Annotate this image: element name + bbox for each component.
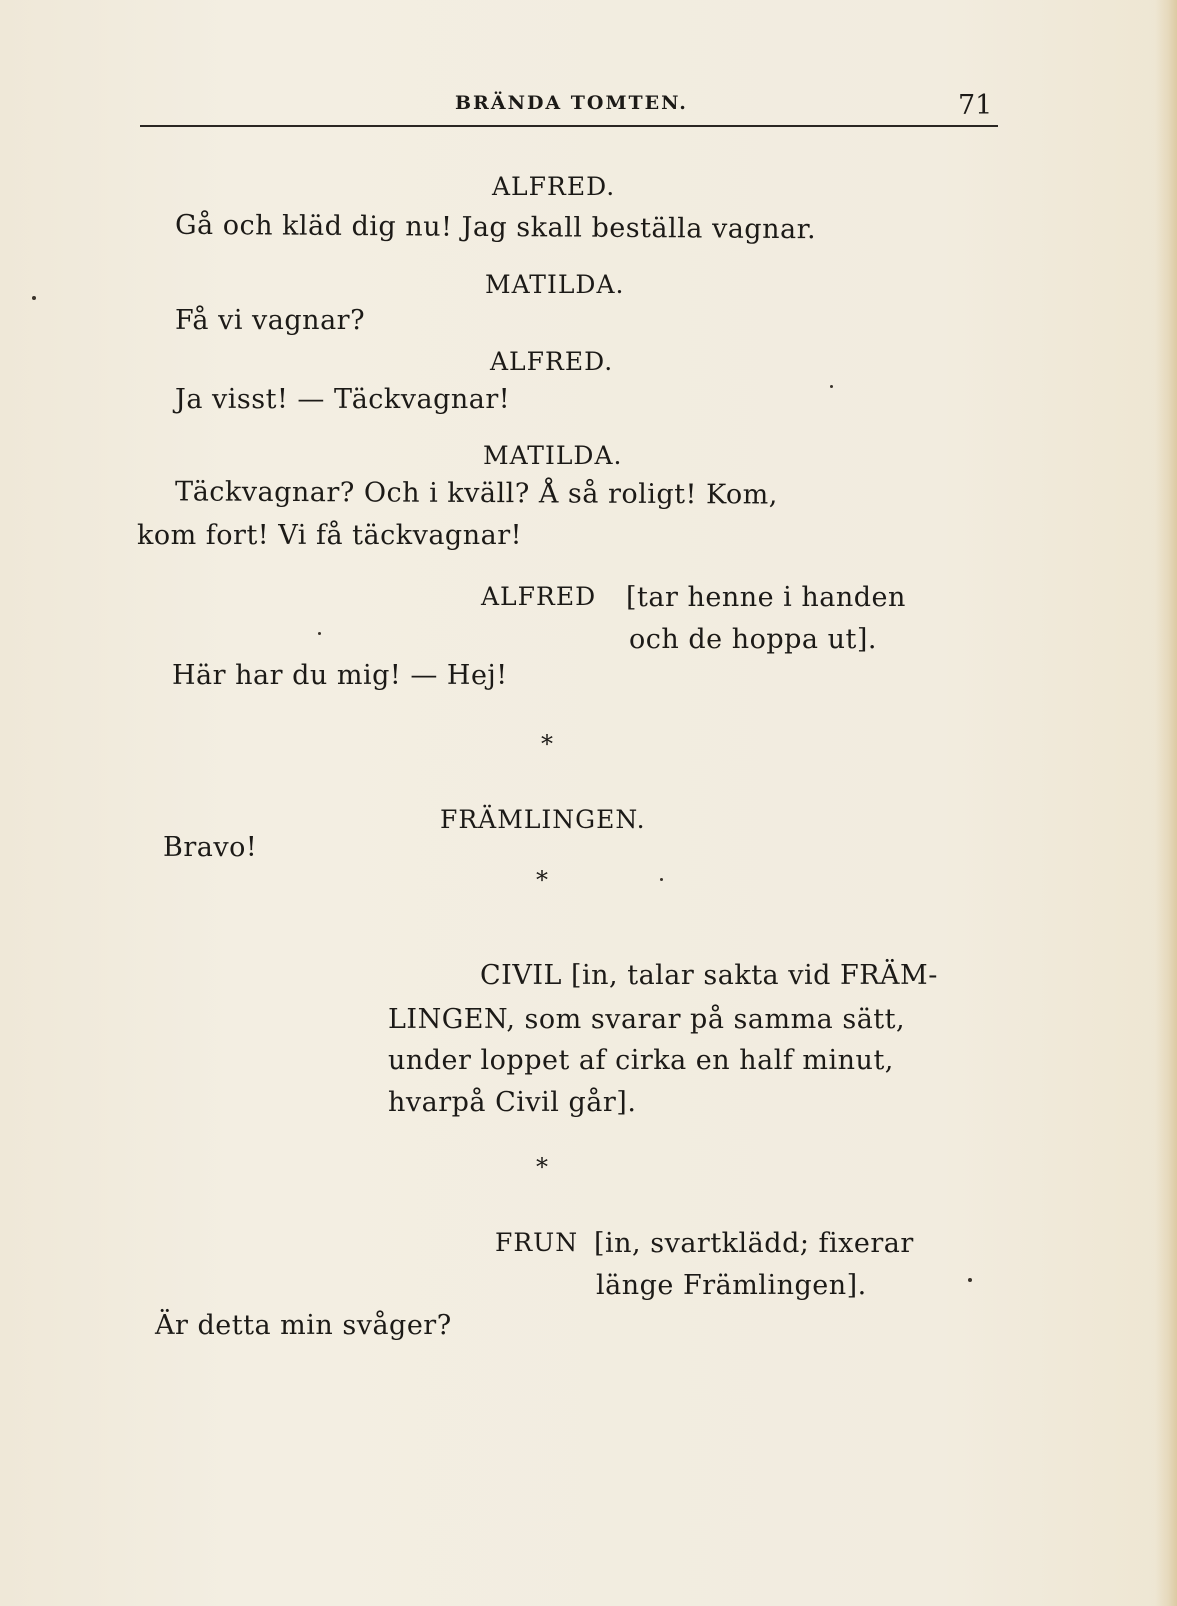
dialogue-line: Täckvagnar? Och i kväll? Å så roligt! Kom, — [174, 476, 778, 511]
speaker-frun: FRUN — [495, 1228, 579, 1257]
speaker-alfred: ALFRED. — [490, 347, 614, 376]
running-title: BRÄNDA TOMTEN. — [455, 92, 688, 114]
scene-break-asterisk: * — [536, 1153, 548, 1181]
stage-direction: LINGEN, som svarar på samma sätt, — [388, 1004, 906, 1035]
speaker-alfred: ALFRED. — [492, 172, 616, 201]
print-speck — [32, 296, 36, 300]
page-edge — [1155, 0, 1177, 1606]
speaker-matilda: MATILDA. — [485, 270, 625, 299]
scene-break-asterisk: * — [541, 730, 553, 758]
dialogue-line: kom fort! Vi få täckvagnar! — [137, 520, 522, 551]
dialogue-line: Få vi vagnar? — [175, 305, 366, 336]
page-number: 71 — [958, 90, 993, 121]
scene-break-asterisk: * — [536, 866, 548, 894]
print-speck — [318, 632, 321, 635]
stage-direction: hvarpå Civil går]. — [388, 1087, 637, 1118]
stage-direction: länge Främlingen]. — [596, 1270, 867, 1301]
dialogue-line: Ja visst! — Täckvagnar! — [175, 384, 511, 415]
dialogue-line: Är detta min svåger? — [155, 1310, 452, 1341]
print-speck — [830, 385, 833, 388]
stage-direction: [tar henne i handen — [626, 582, 906, 613]
speaker-alfred: ALFRED — [481, 582, 597, 611]
stage-direction: under loppet af cirka en half minut, — [388, 1045, 894, 1076]
dialogue-line: Bravo! — [163, 832, 258, 863]
stage-direction: CIVIL [in, talar sakta vid FRÄM- — [480, 960, 938, 991]
dialogue-line: Gå och kläd dig nu! Jag skall beställa vagnar. — [174, 209, 817, 246]
speaker-framlingen: FRÄMLINGEN. — [440, 805, 646, 834]
print-speck — [968, 1278, 972, 1282]
header-rule — [140, 125, 998, 127]
stage-direction: och de hoppa ut]. — [629, 624, 877, 655]
print-speck — [660, 878, 663, 881]
speaker-matilda: MATILDA. — [483, 441, 623, 470]
dialogue-line: Här har du mig! — Hej! — [172, 660, 508, 691]
stage-direction: [in, svartklädd; fixerar — [594, 1228, 914, 1259]
